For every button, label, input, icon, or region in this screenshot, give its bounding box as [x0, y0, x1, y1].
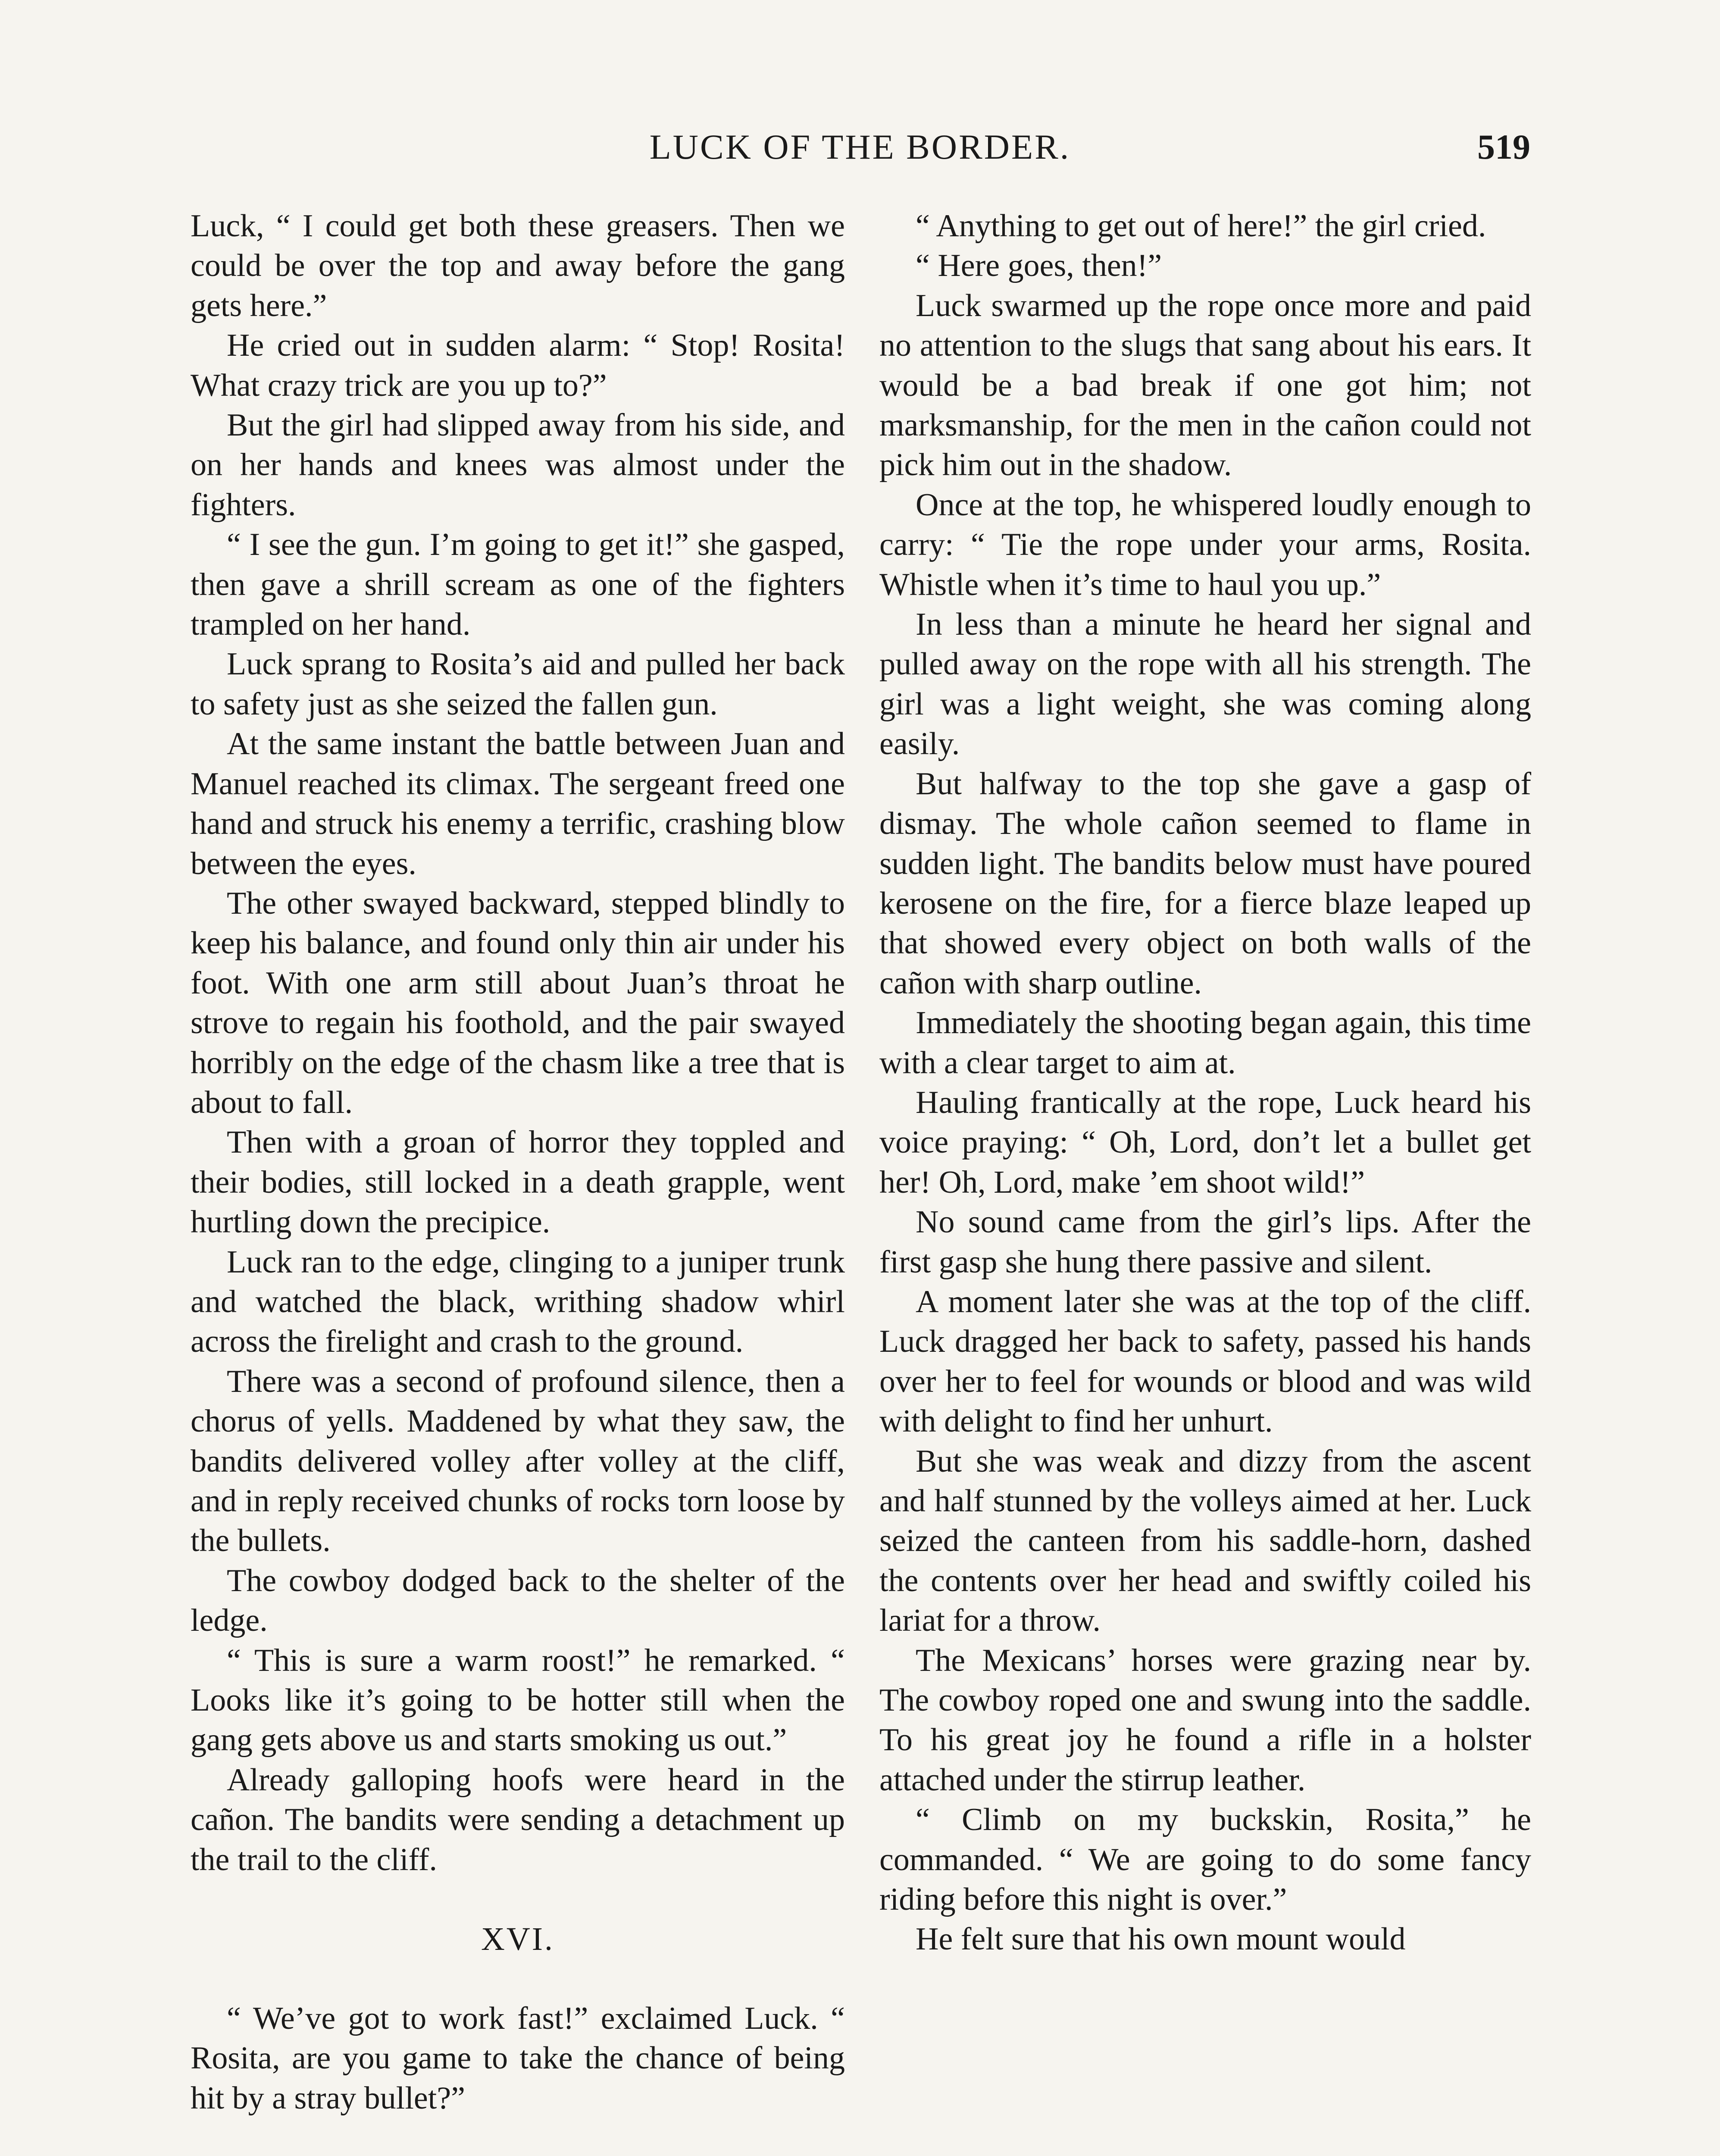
paragraph: Luck sprang to Rosita’s aid and pulled her back to safety just as she seized the fallen gun. — [191, 646, 845, 722]
paragraph: The Mexicans’ horses were grazing near by. The cowboy roped one and swung into the saddle. To his great joy he found a rifle in a holster attached under the stirrup leather. — [879, 1642, 1531, 1798]
paragraph: “ We’ve got to work fast!” exclaimed Luck. “ Rosita, are you game to take the chance of being hit by a stray bullet?” — [191, 2001, 845, 2116]
paragraph: He cried out in sudden alarm: “ Stop! Rosita! What crazy trick are you up to?” — [191, 328, 845, 403]
paragraph: The other swayed backward, stepped blindly to keep his balance, and found only thin air under his foot. With one arm still about Juan’s throat he strove to regain his foothold, and the pair swayed horribly on the edge of the chasm like a tree that is about to fall. — [191, 885, 845, 1120]
paragraph: Once at the top, he whispered loudly enough to carry: “ Tie the rope under your arms, Rosita. Whistle when it’s time to haul you up.” — [879, 487, 1531, 602]
paragraph: No sound came from the girl’s lips. After the first gasp she hung there passive and silent. — [879, 1204, 1531, 1280]
paragraph: Luck, “ I could get both these greasers. Then we could be over the top and away before the gang gets here.” — [191, 208, 845, 323]
chapter-heading: XVI. — [481, 1921, 555, 1958]
paragraph: “ Climb on my buckskin, Rosita,” he commanded. “ We are going to do some fancy riding before this night is over.” — [879, 1802, 1531, 1918]
paragraph: Then with a groan of horror they toppled and their bodies, still locked in a death grapple, went hurtling down the precipice. — [191, 1125, 845, 1240]
paragraph: But halfway to the top she gave a gasp of dismay. The whole cañon seemed to flame in sudden light. The bandits below must have poured kerosene on the fire, for a fierce blaze leaped up that showed every object on both walls of the cañon with sharp outline. — [879, 766, 1531, 1001]
paragraph: Already galloping hoofs were heard in the cañon. The bandits were sending a detachment up the trail to the cliff. — [191, 1762, 845, 1877]
paragraph: There was a second of profound silence, then a chorus of yells. Maddened by what they saw, the bandits delivered volley after volley at the cliff, and in reply received chunks of rocks torn loose by the bullets. — [191, 1363, 845, 1559]
paragraph: Luck ran to the edge, clinging to a juniper trunk and watched the black, writhing shadow whirl across the firelight and crash to the ground. — [191, 1244, 845, 1360]
running-header: LUCK OF THE BORDER. — [649, 127, 1071, 166]
paragraph: “ Here goes, then!” — [916, 248, 1162, 284]
paragraph: Luck swarmed up the rope once more and paid no attention to the slugs that sang about his ears. It would be a bad break if one got him; not marksmanship, for the men in the cañon could not pick him out in the shadow. — [879, 288, 1531, 483]
paragraph: The cowboy dodged back to the shelter of the ledge. — [191, 1563, 845, 1639]
paragraph: “ I see the gun. I’m going to get it!” she gasped, then gave a shrill scream as one of the fighters trampled on her hand. — [191, 527, 845, 642]
paragraph: “ Anything to get out of here!” the girl cried. — [916, 208, 1486, 244]
paragraph: At the same instant the battle between Juan and Manuel reached its climax. The sergeant freed one hand and struck his enemy a terrific, crashing blow between the eyes. — [191, 726, 845, 881]
right-column — [879, 206, 1531, 1959]
paragraph: Immediately the shooting began again, this time with a clear target to aim at. — [879, 1005, 1531, 1081]
paragraph: Hauling frantically at the rope, Luck heard his voice praying: “ Oh, Lord, don’t let a bullet get her! Oh, Lord, make ’em shoot wild!” — [879, 1084, 1531, 1200]
paragraph: In less than a minute he heard her signal and pulled away on the rope with all his strength. The girl was a light weight, she was coming along easily. — [879, 607, 1531, 762]
paragraph: But she was weak and dizzy from the ascent and half stunned by the volleys aimed at her. Luck seized the canteen from his saddle-horn, dashed the contents over her head and swiftly coiled his lariat for a throw. — [879, 1443, 1531, 1639]
page-number: 519 — [1477, 127, 1530, 166]
paragraph: A moment later she was at the top of the cliff. Luck dragged her back to safety, passed his hands over her to feel for wounds or blood and was wild with delight to find her unhurt. — [879, 1284, 1531, 1439]
paragraph: “ This is sure a warm roost!” he remarked. “ Looks like it’s going to be hotter still when the gang gets above us and starts smoking us out.” — [191, 1642, 845, 1758]
paragraph: But the girl had slipped away from his side, and on her hands and knees was almost under the fighters. — [191, 407, 845, 523]
paragraph: He felt sure that his own mount would — [916, 1921, 1406, 1957]
left-column — [191, 206, 845, 2118]
